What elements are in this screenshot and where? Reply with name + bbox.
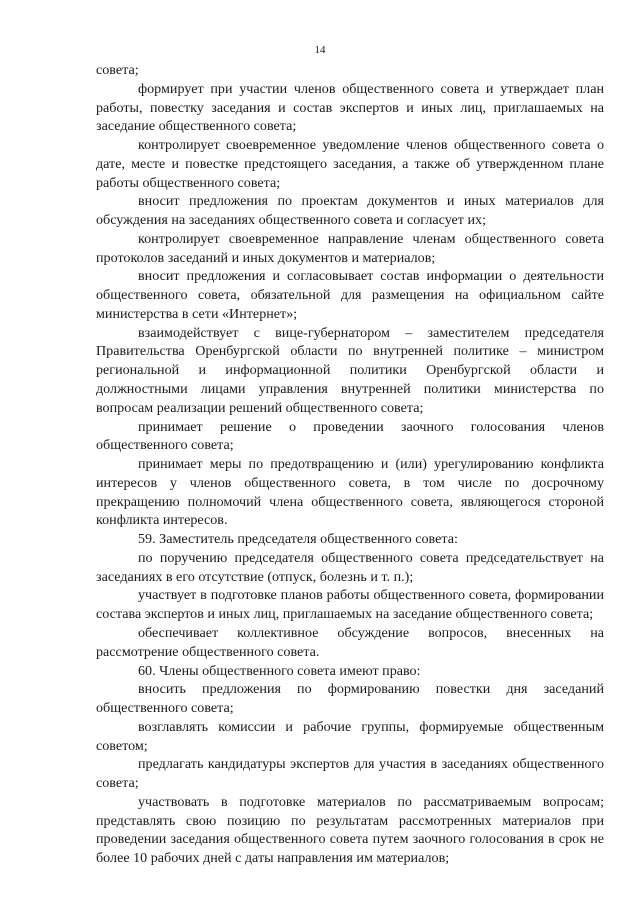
paragraph: участвовать в подготовке материалов по рассматриваемым вопросам; представлять свою позицию по результатам рассмотренных материалов при проведении заседания общественного совета путем заочного голосования в срок не более 10 рабочих дней с даты направления им материалов; — [96, 793, 604, 867]
paragraph: участвует в подготовке планов работы общественного совета, формировании состава экспертов и иных лиц, приглашаемых на заседание общественного совета; — [96, 587, 604, 623]
paragraph: контролирует своевременное направление членам общественного совета протоколов заседаний и иных документов и материалов; — [96, 230, 604, 266]
paragraph: совета; — [96, 62, 139, 78]
paragraph: контролирует своевременное уведомление членов общественного совета о дате, месте и повестке предстоящего заседания, а также об утвержденном плане работы общественного совета; — [96, 137, 604, 191]
paragraph: вносить предложения по формированию повестки дня заседаний общественного совета; — [96, 681, 604, 717]
page-number: 14 — [314, 44, 326, 56]
paragraph: взаимодействует с вице-губернатором – заместителем председателя Правительства Оренбургской области по внутренней политике – министром региональной и информационной политики Оренбургской области и должностными лицами управления внутренней политики министерства по вопросам реализации решений общественного совета; — [96, 324, 604, 416]
paragraph: предлагать кандидатуры экспертов для участия в заседаниях общественного совета; — [96, 756, 604, 792]
paragraph: формирует при участии членов общественного совета и утверждает план работы, повестку заседания и состав экспертов и иных лиц, приглашаемых на заседание общественного совета; — [96, 80, 604, 135]
paragraph: возглавлять комиссии и рабочие группы, формируемые общественным советом; — [96, 718, 604, 754]
paragraph: по поручению председателя общественного совета председательствует на заседаниях в его отсутствие (отпуск, болезнь и т. п.); — [96, 549, 604, 585]
section-heading-60: 60. Члены общественного совета имеют право: — [138, 662, 421, 679]
paragraph: вносит предложения по проектам документов и иных материалов для обсуждения на заседаниях общественного совета и согласует их; — [96, 193, 604, 229]
paragraph: принимает решение о проведении заочного голосования членов общественного совета; — [96, 418, 604, 454]
paragraph: вносит предложения и согласовывает состав информации о деятельности общественного совета, обязательной для размещения на официальном сайте министерства в сети «Интернет»; — [96, 268, 604, 322]
paragraph: обеспечивает коллективное обсуждение вопросов, внесенных на рассмотрение общественного совета. — [96, 624, 604, 660]
paragraph: принимает меры по предотвращению и (или) урегулированию конфликта интересов у членов общественного совета, в том числе по досрочному прекращению полномочий члена общественного совета, являющегося стороной конфликта интересов. — [96, 456, 604, 529]
section-heading-59: 59. Заместитель председателя общественного совета: — [138, 531, 458, 548]
document-body — [96, 61, 604, 868]
